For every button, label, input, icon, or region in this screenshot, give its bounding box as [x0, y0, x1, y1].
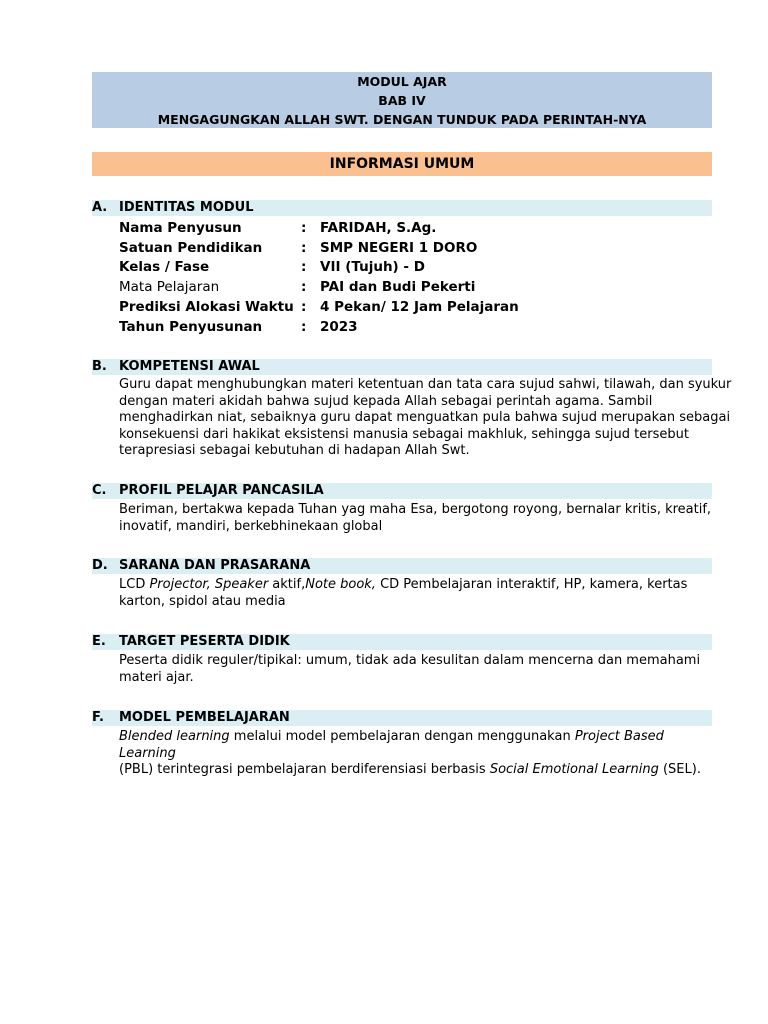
title-line-2: BAB IV: [378, 93, 426, 108]
text-line: materi ajar.: [119, 669, 194, 685]
identity-row: [119, 218, 719, 238]
identity-row: [119, 317, 719, 337]
identity-colon: :: [301, 299, 307, 315]
text-line: karton, spidol atau media: [119, 593, 286, 609]
identity-label: Nama Penyusun: [119, 220, 242, 236]
text-run: aktif,: [268, 577, 306, 592]
text-run: LCD: [119, 577, 150, 592]
identity-value: VII (Tujuh) - D: [320, 259, 425, 275]
section-letter: B.: [92, 359, 107, 374]
text-run-italic: Projector, Speaker: [149, 577, 269, 592]
title-line-3: MENGAGUNGKAN ALLAH SWT. DENGAN TUNDUK PADA PERINTAH-NYA: [157, 112, 647, 127]
general-info-heading: INFORMASI UMUM: [92, 152, 712, 176]
section-title: PROFIL PELAJAR PANCASILA: [119, 483, 324, 498]
initial-competence-text: [119, 377, 732, 460]
section-f-heading: [92, 710, 712, 726]
identity-value: PAI dan Budi Pekerti: [320, 279, 476, 295]
identity-colon: :: [301, 259, 307, 275]
identity-value: FARIDAH, S.Ag.: [320, 220, 437, 236]
text-run-italic: Note book,: [305, 577, 376, 592]
identity-value: 2023: [320, 319, 358, 335]
section-b-heading: [92, 359, 712, 375]
section-d-heading: [92, 558, 712, 574]
text-line: Beriman, bertakwa kepada Tuhan yag maha Esa, bergotong royong, bernalar kritis, kreatif,: [119, 502, 712, 517]
text-line: terapresiasi sebagai kebutuhan di hadapan Allah Swt.: [119, 443, 470, 458]
identity-row: [119, 297, 719, 317]
identity-colon: :: [301, 240, 307, 256]
section-title: TARGET PESERTA DIDIK: [119, 634, 290, 649]
section-letter: C.: [92, 483, 107, 498]
section-letter: D.: [92, 558, 108, 573]
text-run-italic: Blended learning: [119, 729, 230, 744]
identity-label: Mata Pelajaran: [119, 279, 220, 295]
section-title: MODEL PEMBELAJARAN: [119, 710, 290, 725]
text-run: melalui model pembelajaran dengan menggunakan: [229, 729, 575, 744]
section-a-heading: [92, 200, 712, 216]
text-line: konsekuensi dari hakikat eksistensi manusia sebagai makhluk, sehingga sujud tersebut: [119, 426, 689, 442]
identity-colon: :: [301, 279, 307, 295]
section-e-heading: [92, 634, 712, 650]
section-c-heading: [92, 483, 712, 499]
text-line: menghadirkan niat, sebaiknya guru dapat menguatkan pula bahwa sujud merupakan sebagai: [119, 410, 731, 425]
identity-label: Kelas / Fase: [119, 259, 210, 275]
identity-label: Satuan Pendidikan: [119, 240, 263, 256]
section-letter: F.: [92, 710, 104, 725]
section-title: SARANA DAN PRASARANA: [119, 558, 311, 573]
text-line: inovatif, mandiri, berkebhinekaan global: [119, 518, 383, 534]
text-run-italic: Project Based Learning: [119, 729, 664, 761]
learning-model-text: [119, 729, 715, 779]
text-run-italic: Social Emotional Learning: [489, 762, 659, 777]
identity-row: [119, 277, 719, 297]
text-line: Guru dapat menghubungkan materi ketentuan dan tata cara sujud sahwi, tilawah, dan syukur: [119, 377, 732, 392]
identity-row: [119, 257, 719, 277]
title-line-1: MODUL AJAR: [357, 74, 447, 89]
facilities-text: [119, 577, 715, 610]
module-title-box: [92, 72, 712, 128]
section-title: IDENTITAS MODUL: [119, 200, 254, 215]
identity-label: Prediksi Alokasi Waktu: [119, 299, 294, 315]
text-run: (PBL) terintegrasi pembelajaran berdiferensiasi berbasis: [119, 762, 490, 777]
identity-colon: :: [301, 220, 307, 236]
identity-value: 4 Pekan/ 12 Jam Pelajaran: [320, 299, 519, 315]
section-title: KOMPETENSI AWAL: [119, 359, 260, 374]
target-students-text: [119, 653, 715, 686]
text-line: dengan materi akidah bahwa sujud kepada Allah sebagai perintah agama. Sambil: [119, 393, 653, 409]
text-line: Peserta didik reguler/tipikal: umum, tidak ada kesulitan dalam mencerna dan memahami: [119, 653, 701, 668]
text-run: CD Pembelajaran interaktif, HP, kamera, kertas: [375, 577, 688, 592]
identity-row: [119, 238, 719, 258]
section-letter: E.: [92, 634, 106, 649]
pancasila-profile-text: [119, 502, 715, 535]
identity-value: SMP NEGERI 1 DORO: [320, 240, 478, 256]
identity-colon: :: [301, 319, 307, 335]
section-letter: A.: [92, 200, 108, 215]
text-run: (SEL).: [658, 762, 701, 777]
identity-label: Tahun Penyusunan: [119, 319, 263, 335]
